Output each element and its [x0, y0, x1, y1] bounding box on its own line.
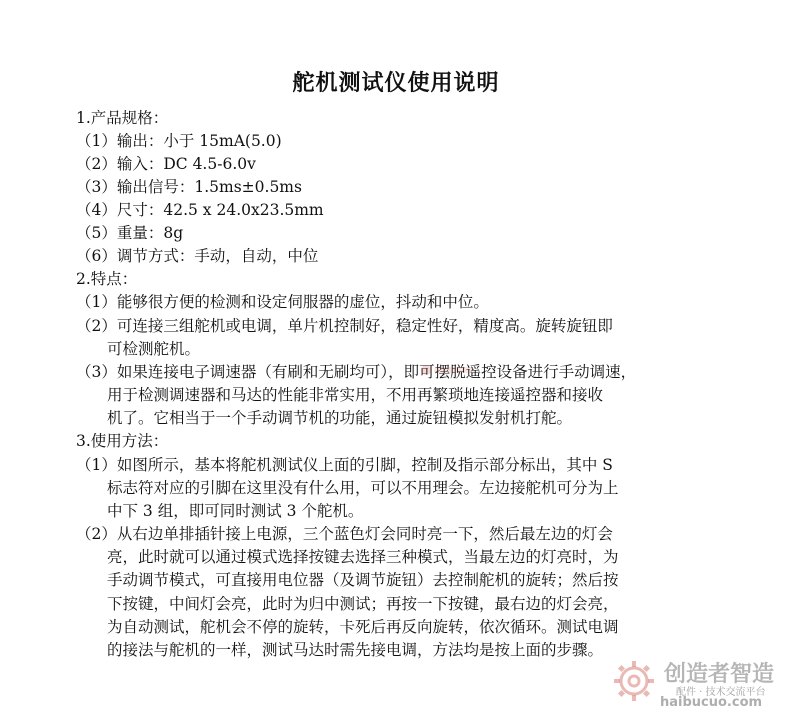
usage-2-cont-3: 下按键，中间灯会亮，此时为归中测试；再按一下按键，最右边的灯会亮，	[107, 595, 619, 613]
feature-2: （2）可连接三组舵机或电调，单片机控制好，稳定性好，精度高。旋转旋钮即	[76, 317, 613, 335]
document-title: 舵机测试仪使用说明	[292, 70, 500, 96]
spec-output-signal: （3）输出信号：1.5ms±0.5ms	[76, 178, 302, 196]
feature-3-cont-1: 用于检测调速器和马达的性能非常实用，不用再繁琐地连接遥控器和接收	[107, 386, 604, 404]
watermark-brand: 创造者智造	[664, 662, 775, 687]
watermark-url: haibucuo.com	[660, 695, 763, 710]
usage-2-cont-1: 亮，此时就可以通过模式选择按键去选择三种模式，当最左边的灯亮时，为	[107, 548, 619, 566]
spec-adjust-mode: （6）调节方式：手动，自动，中位	[76, 247, 319, 265]
usage-2-cont-5: 的接法与舵机的一样，测试马达时需先接电调，方法均是按上面的步骤。	[107, 641, 604, 659]
site-watermark	[612, 655, 792, 713]
usage-1-cont-2: 中下 3 组，即可同时测试 3 个舵机。	[107, 502, 364, 520]
spec-input: （2）输入：DC 4.5-6.0v	[76, 155, 256, 173]
usage-1-cont-1: 标志符对应的引脚在这里没有什么用，可以不用理会。左边接舵机可分为上	[107, 479, 619, 497]
usage-1: （1）如图所示，基本将舵机测试仪上面的引脚，控制及指示部分标出，其中 S	[76, 456, 613, 474]
usage-2-cont-4: 为自动测试，舵机会不停的旋转，卡死后再反向旋转，依次循环。测试电调	[107, 618, 619, 636]
gear-logo-icon	[612, 659, 656, 703]
section-heading-usage: 3.使用方法：	[76, 432, 169, 450]
spec-output: （1）输出：小于 15mA(5.0)	[76, 132, 282, 150]
watermark-tagline: 配件 · 技术交流平台	[676, 687, 766, 698]
feature-1: （1）能够很方便的检测和设定伺服器的虚位，抖动和中位。	[76, 293, 489, 311]
feature-3-cont-2: 机了。它相当于一个手动调节机的功能，通过旋钮模拟发射机打舵。	[107, 409, 573, 427]
usage-2-cont-2: 手动调节模式，可直接用电位器（及调节旋钮）去控制舵机的旋转；然后按	[107, 571, 619, 589]
usage-2: （2）从右边单排插针接上电源，三个蓝色灯会同时亮一下，然后最左边的灯会	[76, 525, 613, 543]
feature-3: （3）如果连接电子调速器（有刷和无刷均可），即可摆脱遥控设备进行手动调速，	[76, 363, 637, 381]
section-heading-features: 2.特点：	[76, 270, 138, 288]
spec-size: （4）尺寸：42.5 x 24.0x23.5mm	[76, 201, 324, 219]
section-heading-specs: 1.产品规格：	[76, 109, 169, 127]
feature-2-cont: 可检测舵机。	[107, 340, 201, 358]
spec-weight: （5）重量：8g	[76, 224, 184, 242]
